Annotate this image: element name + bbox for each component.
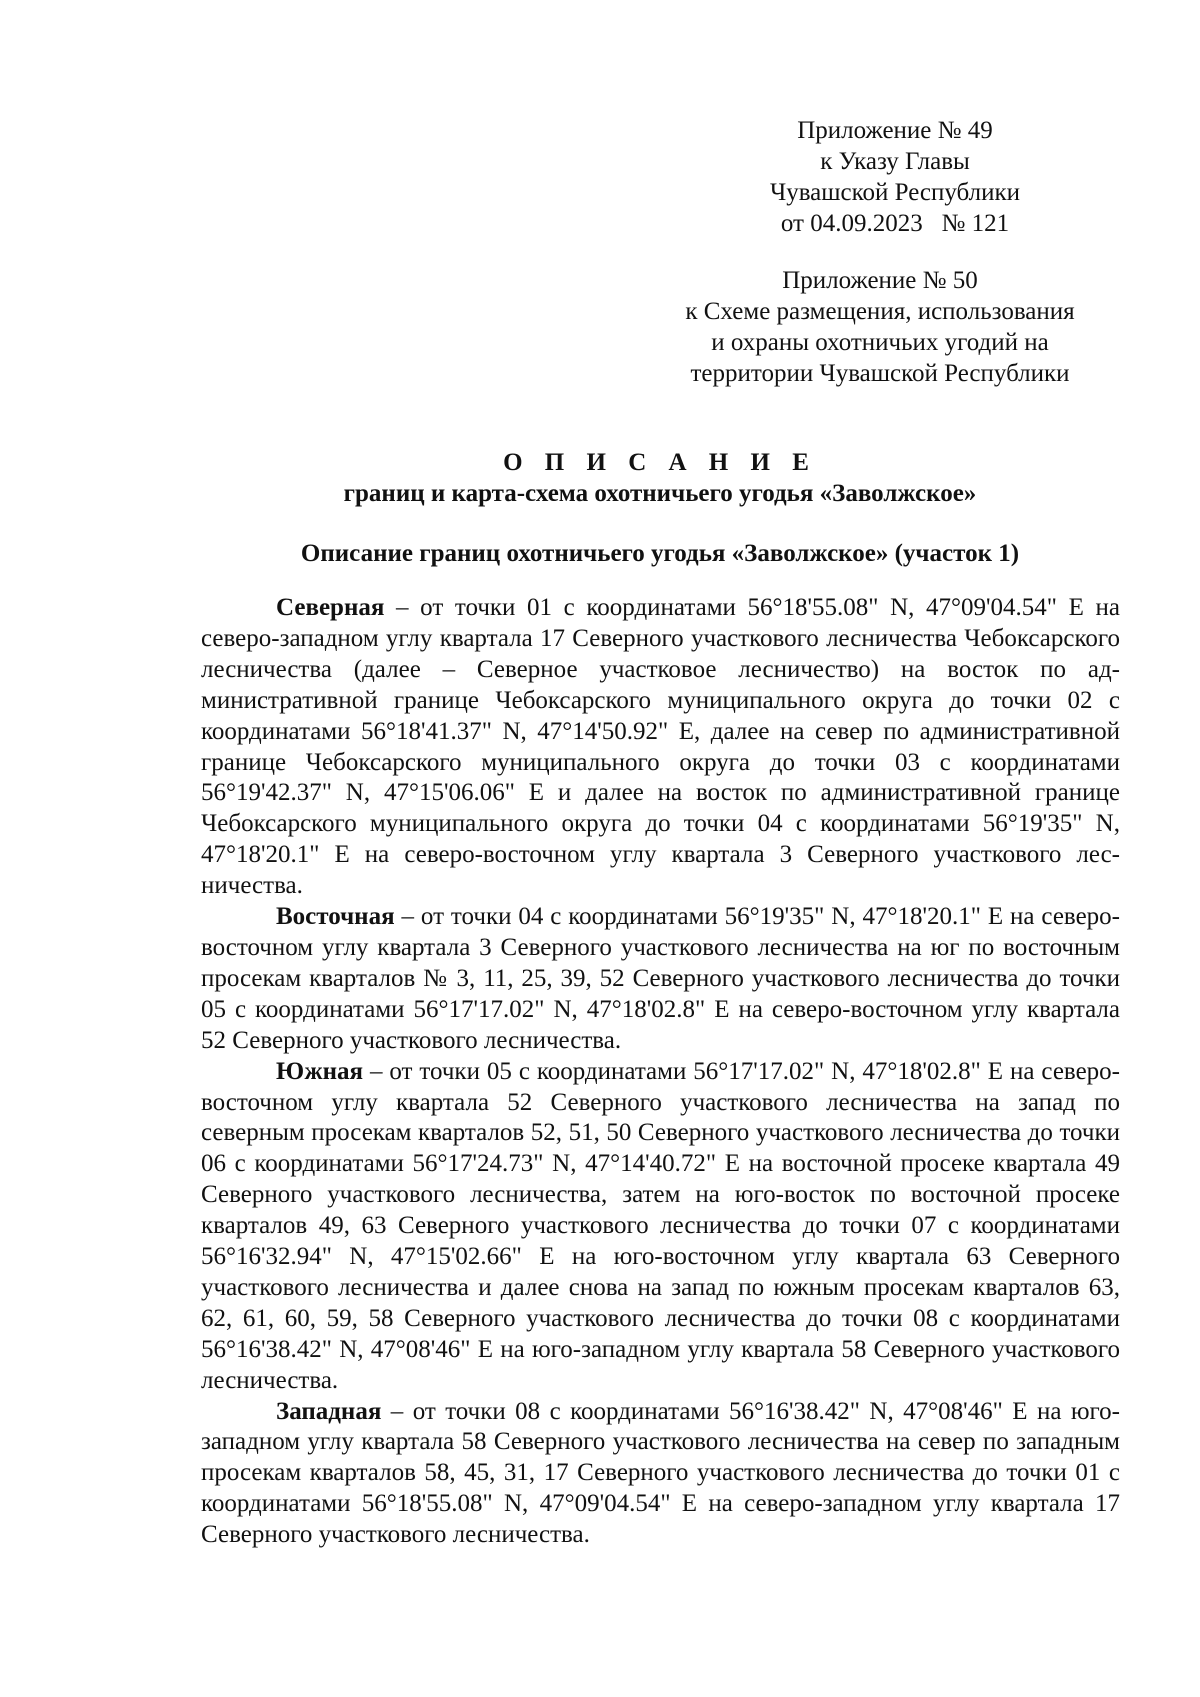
boundary-text: – от точки 05 с координатами 56°17'17.02" N, 47°18'02.8" E на северо-восточном углу квартала 52 Северного участкового лесничества на запад по северным просекам кварталов 52, 51, 50 Северного участкового лесничества до точки 06 с координатами 56°17'24.73" N, 47°14'40.72" E на восточной просеке квартала 49 Северного участкового лесничества, затем на юго-восток по восточной просеке кварталов 49, 63 Северного участкового лесничества до точки 07 с координатами 56°16'32.94" N, 47°15'02.66" E на юго-восточном углу квартала 63 Северного участкового лесничества и далее снова на запад по южным просекам кварталов 63, 62, 61, 60, 59, 58 Северного участкового лесничества до точки 08 с координатами 56°16'38.42" N, 47°08'46" E на юго-западном углу квартала 58 Северного участкового лесничества. bbox=[201, 1057, 1120, 1394]
boundary-text: – от точки 01 с координатами 56°18'55.08" N, 47°09'04.54" E на северо-западном углу квартала 17 Северного участкового лесничества Чебоксарского лесничества (далее – Северное участковое лесничество) на восток по административной границе Чебоксарского муниципального округа до точки 02 с координатами 56°18'41.37" N, 47°14'50.92" E, далее на север по административной границе Чебоксарского муниципального округа до точки 03 с координатами 56°19'42.37" N, 47°15'06.06" E и далее на восток по административной границе Чебоксарского муниципального округа до точки 04 с координатами 56°19'35" N, 47°18'20.1" E на северо-восточном углу квартала 3 Северного участкового лесничества. bbox=[201, 594, 1120, 900]
appendix-line: к Указу Главы bbox=[820, 148, 970, 175]
document-subtitle: границ и карта-схема охотничьего угодья «Заволжское» bbox=[343, 480, 977, 507]
appendix-line: Приложение № 50 bbox=[782, 267, 978, 294]
boundary-paragraph-east bbox=[201, 902, 1120, 1057]
appendix-line: Приложение № 49 bbox=[797, 117, 993, 144]
boundary-paragraph-south bbox=[201, 1057, 1120, 1397]
boundary-label: Восточная bbox=[276, 903, 395, 931]
section-heading: Описание границ охотничьего угодья «Заволжское» (участок 1) bbox=[300, 540, 1020, 567]
appendix-line: и охраны охотничьих угодий на bbox=[711, 329, 1049, 356]
boundary-paragraph-north bbox=[201, 593, 1120, 902]
boundary-text: – от точки 08 с координатами 56°16'38.42" N, 47°08'46" E на юго-западном углу квартала 58 Северного участкового лесничества на север по западным просекам кварталов 58, 45, 31, 17 Северного участкового лесничества до точки 01 с координатами 56°18'55.08" N, 47°09'04.54" E на северо-западном углу квартала 17 Северного участкового лесничества. bbox=[201, 1397, 1120, 1549]
appendix-line: территории Чувашской Республики bbox=[690, 360, 1070, 387]
boundary-label: Западная bbox=[276, 1397, 382, 1425]
appendix-line: к Схеме размещения, использования bbox=[685, 298, 1075, 325]
document-title: О П И С А Н И Е bbox=[503, 449, 817, 476]
appendix-header-decree bbox=[730, 115, 1060, 239]
boundary-label: Южная bbox=[276, 1057, 364, 1085]
boundary-text: – от точки 04 с координатами 56°19'35" N, 47°18'20.1" E на северо-восточном углу квартала 3 Северного участкового лесничества на юг по восточным просекам кварталов № 3, 11, 25, 39, 52 Северного участкового лесничества до точки 05 с координатами 56°17'17.02" N, 47°18'02.8" E на северо-восточном углу квартала 52 Северного участкового лесничества. bbox=[201, 903, 1120, 1054]
appendix-line: от 04.09.2023 № 121 bbox=[780, 210, 1010, 237]
boundary-label: Северная bbox=[276, 594, 385, 621]
boundary-description bbox=[201, 593, 1120, 1551]
appendix-line: Чувашской Республики bbox=[769, 179, 1021, 206]
boundary-paragraph-west bbox=[201, 1397, 1120, 1552]
appendix-header-scheme bbox=[650, 265, 1110, 389]
